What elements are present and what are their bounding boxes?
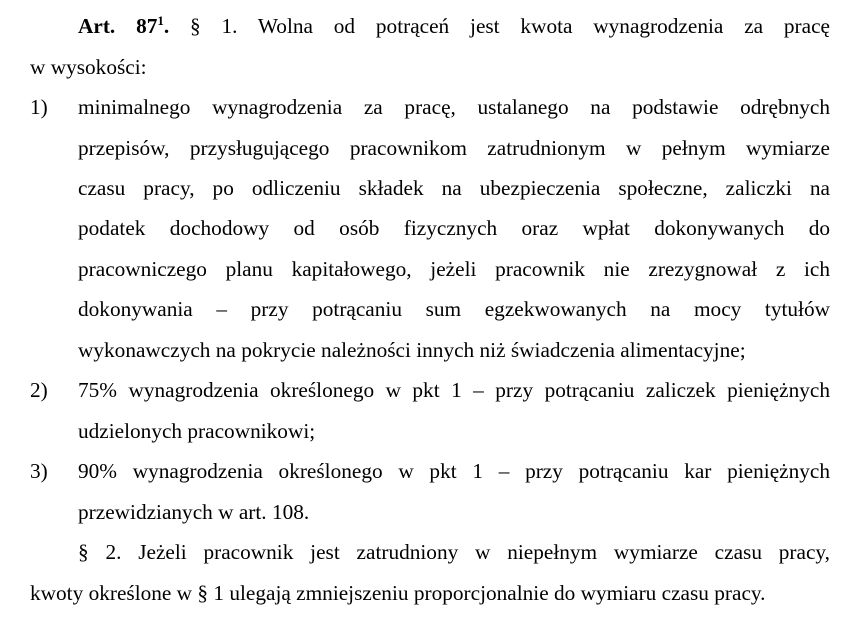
item-2-number: 2): [30, 378, 48, 402]
item-1-line-6: dokonywania – przy potrącaniu sum egzekwowanych na mocy tytułów: [78, 297, 830, 321]
article-label: Art. $87^1$.: [78, 13, 170, 38]
paragraph-2-line-1: § 2. Jeżeli pracownik jest zatrudniony w niepełnym wymiarze czasu pracy,: [78, 540, 830, 564]
item-3-line-2: przewidzianych w art. 108.: [78, 500, 310, 524]
item-2-line-2: udzielonych pracownikowi;: [78, 419, 316, 443]
item-1-line-7: wykonawczych na pokrycie należności innych niż świadczenia alimentacyjne;: [78, 338, 746, 362]
paragraph-1-lead: § 1. Wolna od potrąceń jest kwota wynagrodzenia za pracę: [190, 14, 831, 38]
paragraph-2-line-2: kwoty określone w § 1 ulegają zmniejszeniu proporcjonalnie do wymiaru czasu pracy.: [30, 581, 766, 605]
item-3-line-1: 90% wynagrodzenia określonego w pkt 1 – przy potrącaniu kar pieniężnych: [78, 459, 830, 483]
item-1-line-4: podatek dochodowy od osób fizycznych oraz wpłat dokonywanych do: [78, 216, 830, 240]
item-2-line-1: 75% wynagrodzenia określonego w pkt 1 – przy potrącaniu zaliczek pieniężnych: [78, 378, 830, 402]
article-superscript: 1: [157, 13, 164, 28]
item-1-line-3: czasu pracy, po odliczeniu składek na ubezpieczenia społeczne, zaliczki na: [78, 176, 830, 200]
item-1-line-2: przepisów, przysługującego pracownikom zatrudnionym w pełnym wymiarze: [78, 136, 830, 160]
item-1-line-1: minimalnego wynagrodzenia za pracę, ustalanego na podstawie odrębnych: [78, 95, 830, 119]
item-3-number: 3): [30, 459, 48, 483]
item-1-line-5: pracowniczego planu kapitałowego, jeżeli pracownik nie zrezygnował z ich: [78, 257, 830, 281]
article-heading-line: [78, 12, 830, 40]
paragraph-1-continuation: w wysokości:: [30, 55, 147, 79]
item-1-number: 1): [30, 95, 48, 119]
